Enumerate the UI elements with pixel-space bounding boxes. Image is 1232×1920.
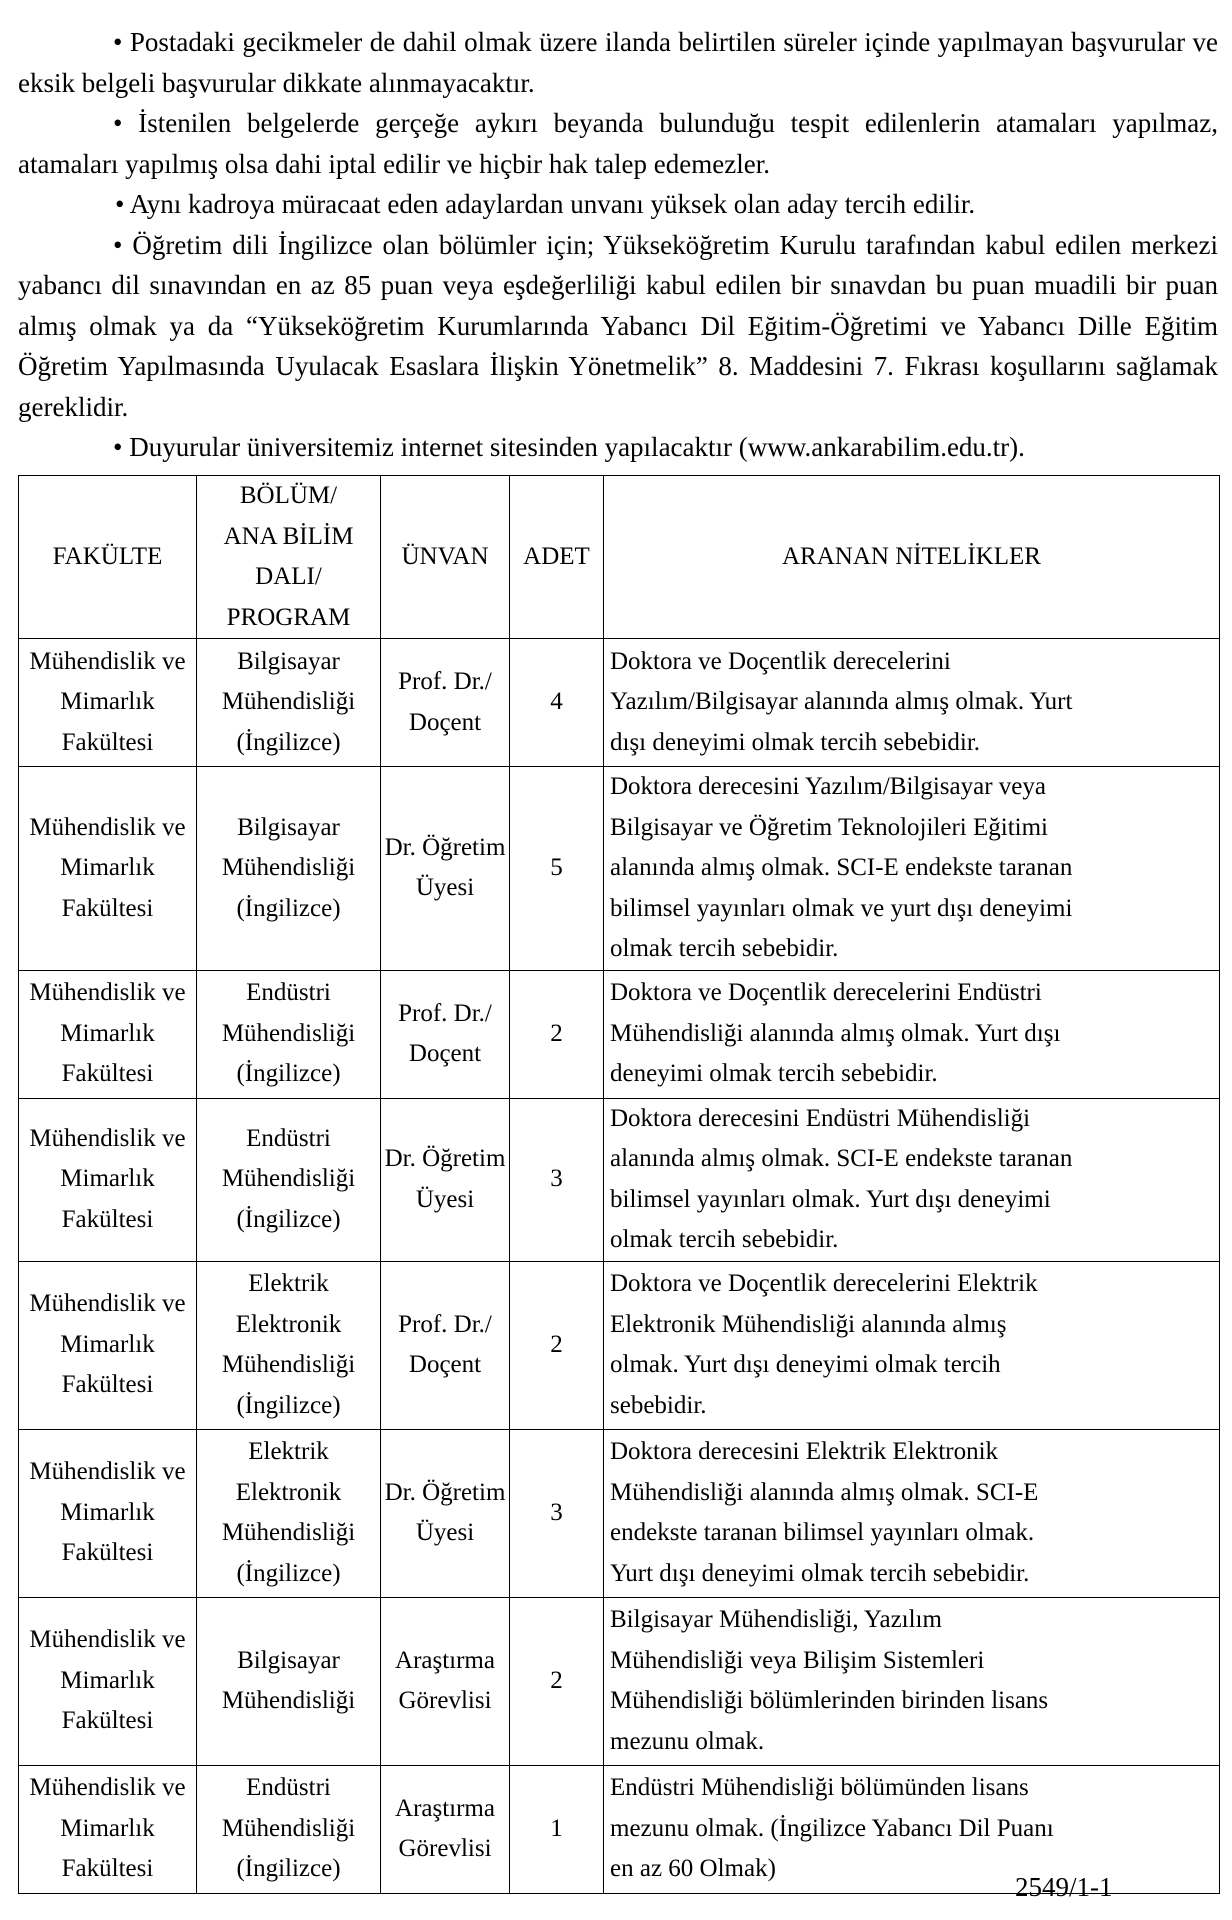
cell-faculty: Mühendislik ve Mimarlık Fakültesi <box>19 767 197 971</box>
cell-faculty: Mühendislik ve Mimarlık Fakültesi <box>19 1261 197 1429</box>
cell-department: Endüstri Mühendisliği (İngilizce) <box>197 970 381 1098</box>
note-english-requirement: • Öğretim dili İngilizce olan bölümler için; Yükseköğretim Kurulu tarafından kabul edilen merkezi yabancı dil sınavından en az 85 puan veya eşdeğerliliği kabul edilen bir sınavdan bu puan muadili bir puan almış olmak ya da “Yükseköğretim Kurumlarında Yabancı Dil Eğitim-Öğretimi ve Yabancı Dille Eğitim Öğretim Yapılmasında Uyulacak Esaslara İlişkin Yönetmelik” 8. Maddesini 7. Fıkrası koşullarını sağlamak gereklidir. <box>18 229 1218 422</box>
table-row <box>19 767 1220 971</box>
header-qualifications: ARANAN NİTELİKLER <box>604 476 1220 639</box>
header-faculty: FAKÜLTE <box>19 476 197 639</box>
table-row <box>19 639 1220 767</box>
cell-qualifications: Doktora derecesini Yazılım/Bilgisayar veya Bilgisayar ve Öğretim Teknolojileri Eğitimi alanında almış olmak. SCI-E endekste taranan bilimsel yayınları olmak ve yurt dışı deneyimi olmak tercih sebebidir. <box>604 767 1220 971</box>
cell-title: Araştırma Görevlisi <box>381 1597 510 1765</box>
note-false-declaration: • İstenilen belgelerde gerçeğe aykırı beyanda bulunduğu tespit edilenlerin atamaları yapılmaz, atamaları yapılmış olsa dahi iptal edilir ve hiçbir hak talep edemezler. <box>18 108 1218 179</box>
cell-count: 2 <box>510 1597 604 1765</box>
header-department: BÖLÜM/ ANA BİLİM DALI/ PROGRAM <box>197 476 381 639</box>
header-title: ÜNVAN <box>381 476 510 639</box>
cell-qualifications: Doktora derecesini Elektrik Elektronik Mühendisliği alanında almış olmak. SCI-E endekste taranan bilimsel yayınları olmak. Yurt dışı deneyimi olmak tercih sebebidir. <box>604 1429 1220 1597</box>
cell-count: 2 <box>510 1261 604 1429</box>
table-row <box>19 970 1220 1098</box>
cell-title: Prof. Dr./ Doçent <box>381 1261 510 1429</box>
cell-count: 3 <box>510 1429 604 1597</box>
cell-title: Prof. Dr./ Doçent <box>381 970 510 1098</box>
cell-title: Prof. Dr./ Doçent <box>381 639 510 767</box>
cell-faculty: Mühendislik ve Mimarlık Fakültesi <box>19 1597 197 1765</box>
header-count: ADET <box>510 476 604 639</box>
cell-qualifications: Endüstri Mühendisliği bölümünden lisans mezunu olmak. (İngilizce Yabancı Dil Puanı en az 60 Olmak) <box>604 1765 1220 1893</box>
cell-faculty: Mühendislik ve Mimarlık Fakültesi <box>19 1098 197 1261</box>
positions-table <box>18 475 1220 1894</box>
cell-title: Dr. Öğretim Üyesi <box>381 1098 510 1261</box>
cell-faculty: Mühendislik ve Mimarlık Fakültesi <box>19 1765 197 1893</box>
cell-qualifications: Doktora derecesini Endüstri Mühendisliği alanında almış olmak. SCI-E endekste taranan bilimsel yayınları olmak. Yurt dışı deneyimi olmak tercih sebebidir. <box>604 1098 1220 1261</box>
cell-qualifications: Doktora ve Doçentlik derecelerini Elektrik Elektronik Mühendisliği alanında almış olmak. Yurt dışı deneyimi olmak tercih sebebidir. <box>604 1261 1220 1429</box>
cell-title: Dr. Öğretim Üyesi <box>381 767 510 971</box>
cell-department: Bilgisayar Mühendisliği (İngilizce) <box>197 767 381 971</box>
table-row <box>19 1098 1220 1261</box>
cell-department: Endüstri Mühendisliği (İngilizce) <box>197 1098 381 1261</box>
document-reference: 2549/1-1 <box>1015 1872 1113 1902</box>
cell-department: Elektrik Elektronik Mühendisliği (İngilizce) <box>197 1429 381 1597</box>
note-higher-title-preference: • Aynı kadroya müracaat eden adaylardan unvanı yüksek olan aday tercih edilir. <box>115 189 976 219</box>
cell-qualifications: Bilgisayar Mühendisliği, Yazılım Mühendisliği veya Bilişim Sistemleri Mühendisliği bölümlerinden birinden lisans mezunu olmak. <box>604 1597 1220 1765</box>
cell-title: Dr. Öğretim Üyesi <box>381 1429 510 1597</box>
cell-count: 1 <box>510 1765 604 1893</box>
cell-department: Bilgisayar Mühendisliği (İngilizce) <box>197 639 381 767</box>
table-row <box>19 1261 1220 1429</box>
cell-qualifications: Doktora ve Doçentlik derecelerini Yazılım/Bilgisayar alanında almış olmak. Yurt dışı deneyimi olmak tercih sebebidir. <box>604 639 1220 767</box>
cell-count: 3 <box>510 1098 604 1261</box>
table-header-row <box>19 476 1220 639</box>
table-row <box>19 1597 1220 1765</box>
cell-count: 4 <box>510 639 604 767</box>
table-row <box>19 1429 1220 1597</box>
cell-count: 5 <box>510 767 604 971</box>
note-announcements: • Duyurular üniversitemiz internet sitesinden yapılacaktır (www.ankarabilim.edu.tr). <box>113 432 1025 462</box>
cell-department: Elektrik Elektronik Mühendisliği (İngilizce) <box>197 1261 381 1429</box>
cell-department: Bilgisayar Mühendisliği <box>197 1597 381 1765</box>
cell-department: Endüstri Mühendisliği (İngilizce) <box>197 1765 381 1893</box>
cell-faculty: Mühendislik ve Mimarlık Fakültesi <box>19 639 197 767</box>
cell-faculty: Mühendislik ve Mimarlık Fakültesi <box>19 970 197 1098</box>
note-late-applications: • Postadaki gecikmeler de dahil olmak üzere ilanda belirtilen süreler içinde yapılmayan başvurular ve eksik belgeli başvurular dikkate alınmayacaktır. <box>18 27 1218 98</box>
cell-qualifications: Doktora ve Doçentlik derecelerini Endüstri Mühendisliği alanında almış olmak. Yurt dışı deneyimi olmak tercih sebebidir. <box>604 970 1220 1098</box>
cell-faculty: Mühendislik ve Mimarlık Fakültesi <box>19 1429 197 1597</box>
notes-section <box>18 22 1218 468</box>
cell-title: Araştırma Görevlisi <box>381 1765 510 1893</box>
cell-count: 2 <box>510 970 604 1098</box>
